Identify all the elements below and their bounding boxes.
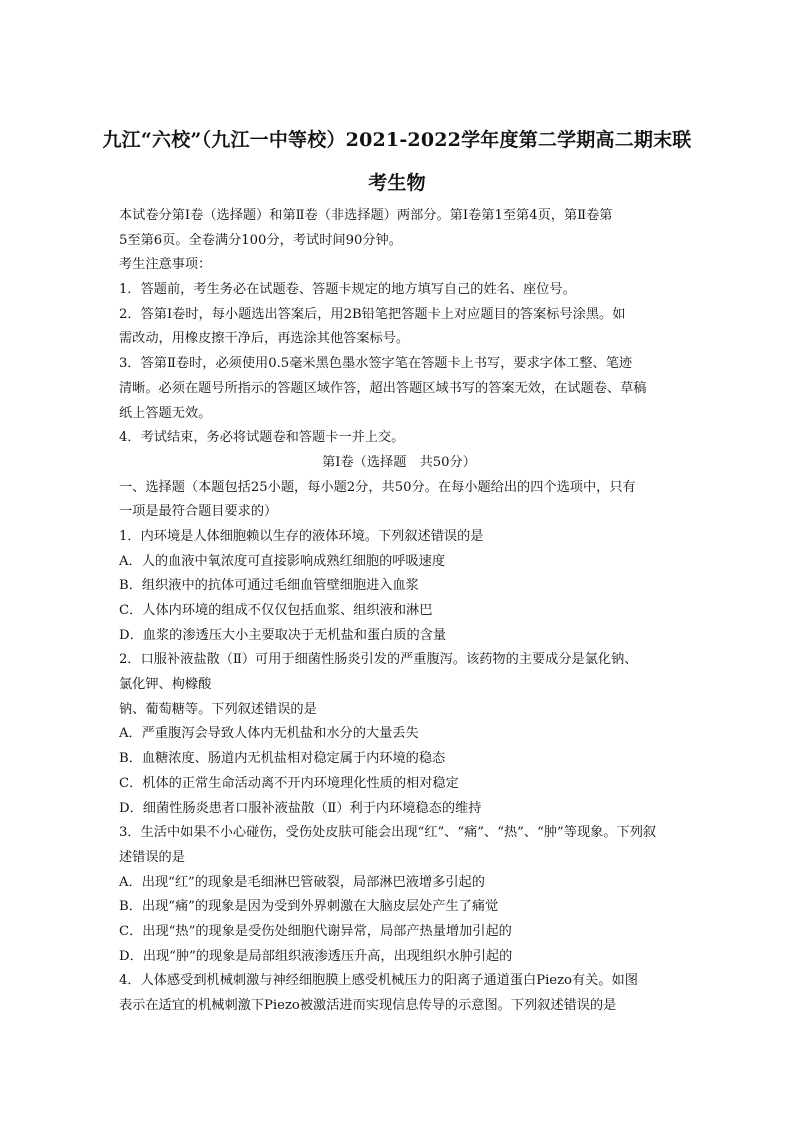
question-stem: 钠、葡萄糖等。下列叙述错误的是: [119, 701, 317, 717]
notice-item: 3．答第Ⅱ卷时，必须使用0.5毫米黑色墨水签字笔在答题卡上书写，要求字体工整、笔迹: [119, 356, 633, 372]
question-stem: 表示在适宜的机械刺激下Piezo被激活进而实现信息传导的示意图。下列叙述错误的是: [119, 998, 617, 1013]
question-option: A．出现“红”的现象是毛细淋巴管破裂，局部淋巴液增多引起的: [119, 874, 485, 890]
section-instructions: 一、选择题（本题包括25小题，每小题2分，共50分。在每小题给出的四个选项中，只有: [119, 479, 636, 495]
notice-item: 2．答第Ⅰ卷时，每小题选出答案后，用2B铅笔把答题卡上对应题目的答案标号涂黑。如: [119, 306, 626, 322]
intro-line: 5至第6页。全卷满分100分，考试时间90分钟。: [119, 232, 402, 248]
question-option: B．组织液中的抗体可通过毛细血管壁细胞进入血浆: [119, 578, 419, 594]
notice-item: 纸上答题无效。: [119, 405, 212, 421]
question-stem: 1．内环境是人体细胞赖以生存的液体环境。下列叙述错误的是: [119, 528, 484, 544]
question-stem: 4．人体感受到机械刺激与神经细胞膜上感受机械压力的阳离子通道蛋白Piezo有关。如图: [119, 973, 638, 989]
notice-item: 清晰。必须在题号所指示的答题区域作答，超出答题区域书写的答案无效，在试题卷、草稿: [119, 380, 647, 396]
notice-item: 4．考试结束，务必将试题卷和答题卡一并上交。: [119, 430, 405, 446]
notice-item: 需改动，用橡皮擦干净后，再选涂其他答案标号。: [119, 331, 410, 347]
section-heading: 第Ⅰ卷（选择题 共50分）: [322, 454, 476, 470]
document-title-line-2: 考生物: [368, 172, 426, 194]
document-title-line-1: 九江“六校”（九江一中等校）2021-2022学年度第二学期高二期末联: [102, 129, 692, 151]
notice-item: 1．答题前，考生务必在试题卷、答题卡规定的地方填写自己的姓名、座位号。: [119, 282, 576, 298]
question-stem: 氯化钾、枸橼酸: [119, 677, 212, 693]
question-stem: 述错误的是: [119, 849, 185, 865]
question-option: D．出现“肿”的现象是局部组织液渗透压升高，出现组织水肿引起的: [119, 948, 513, 964]
document-body: [119, 204, 679, 1019]
question-option: C．机体的正常生命活动离不开内环境理化性质的相对稳定: [119, 775, 459, 791]
section-instructions: 一项是最符合题目要求的）: [119, 504, 278, 520]
question-stem: 2．口服补液盐散（Ⅱ）可用于细菌性肠炎引发的严重腹泻。该药物的主要成分是氯化钠、: [119, 652, 638, 668]
question-option: B．出现“痛”的现象是因为受到外界刺激在大脑皮层处产生了痛觉: [119, 899, 499, 915]
question-stem: 3．生活中如果不小心碰伤，受伤处皮肤可能会出现“红”、“痛”、“热”、“肿”等现象。下列叙: [119, 825, 657, 841]
question-option: D．细菌性肠炎患者口服补液盐散（Ⅱ）利于内环境稳态的维持: [119, 800, 482, 816]
question-option: A．严重腹泻会导致人体内无机盐和水分的大量丢失: [119, 726, 419, 742]
question-option: D．血浆的渗透压大小主要取决于无机盐和蛋白质的含量: [119, 627, 447, 643]
question-option: C．人体内环境的组成不仅仅包括血浆、组织液和淋巴: [119, 603, 433, 618]
intro-line: 本试卷分第Ⅰ卷（选择题）和第Ⅱ卷（非选择题）两部分。第Ⅰ卷第1至第4页，第Ⅱ卷第: [119, 208, 613, 223]
question-option: B．血糖浓度、肠道内无机盐相对稳定属于内环境的稳态: [119, 751, 446, 767]
question-option: C．出现“热”的现象是受伤处细胞代谢异常，局部产热量增加引起的: [119, 923, 512, 939]
question-option: A．人的血液中氧浓度可直接影响成熟红细胞的呼吸速度: [119, 553, 446, 569]
notice-heading: 考生注意事项：: [119, 257, 212, 273]
